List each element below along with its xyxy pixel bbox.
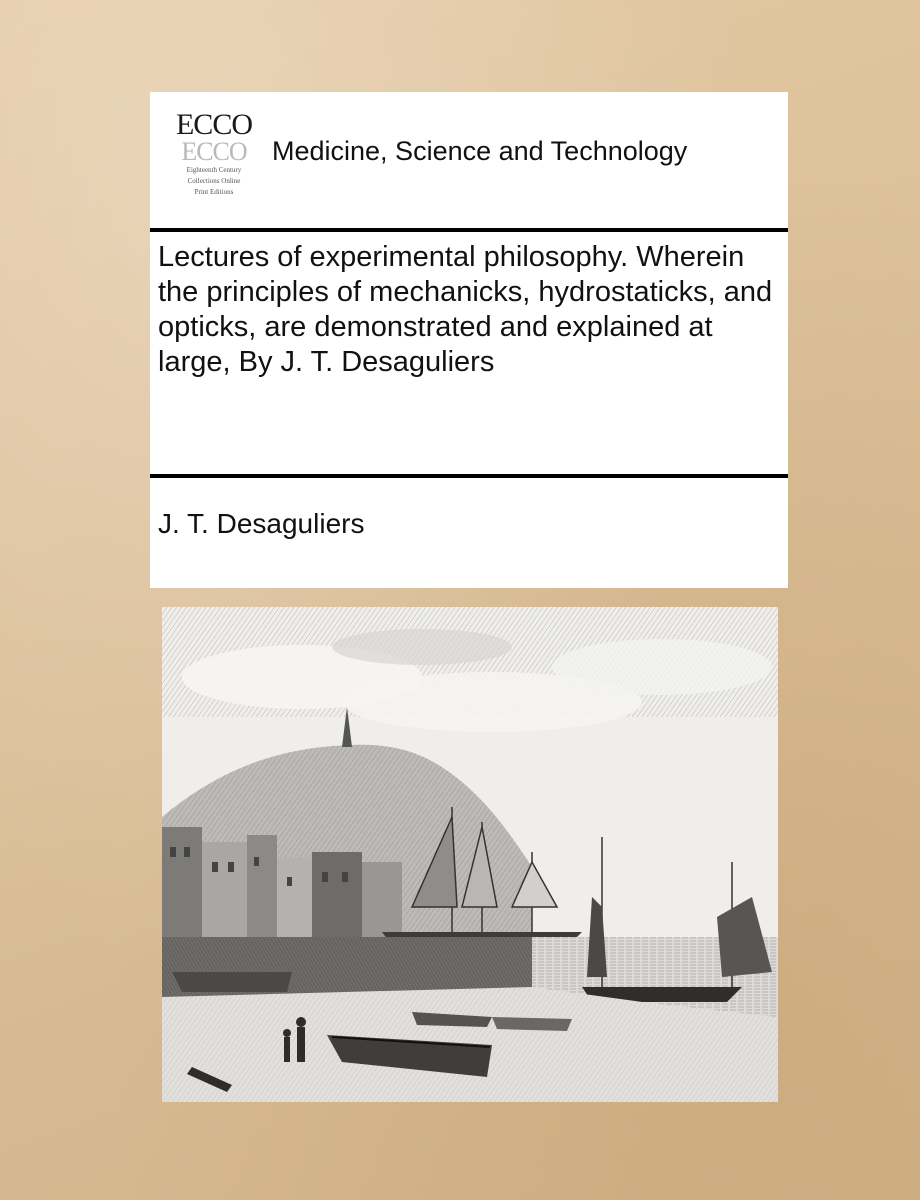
harbour-engraving — [162, 607, 778, 1102]
logo-subtext-2: Collections Online — [187, 177, 241, 185]
logo-subtext-1: Eighteenth Century — [186, 166, 242, 174]
series-header — [150, 92, 788, 228]
cover-illustration — [162, 607, 778, 1102]
author-block — [150, 478, 788, 588]
book-title: Lectures of experimental philosophy. Wherein the principles of mechanicks, hydrostaticks, and opticks, are demonstrated and explained at large, By J. T. Desaguliers — [158, 241, 773, 378]
author-name: J. T. Desaguliers — [158, 508, 365, 539]
ecco-logo — [164, 106, 264, 214]
book-cover — [150, 92, 788, 588]
logo-mark: ECCO — [175, 108, 252, 141]
series-title: Medicine, Science and Technology — [272, 136, 688, 166]
title-block — [150, 232, 788, 474]
logo-subtext-3: Print Editions — [194, 188, 234, 196]
logo-mark-reflection: ECCO — [181, 137, 247, 166]
